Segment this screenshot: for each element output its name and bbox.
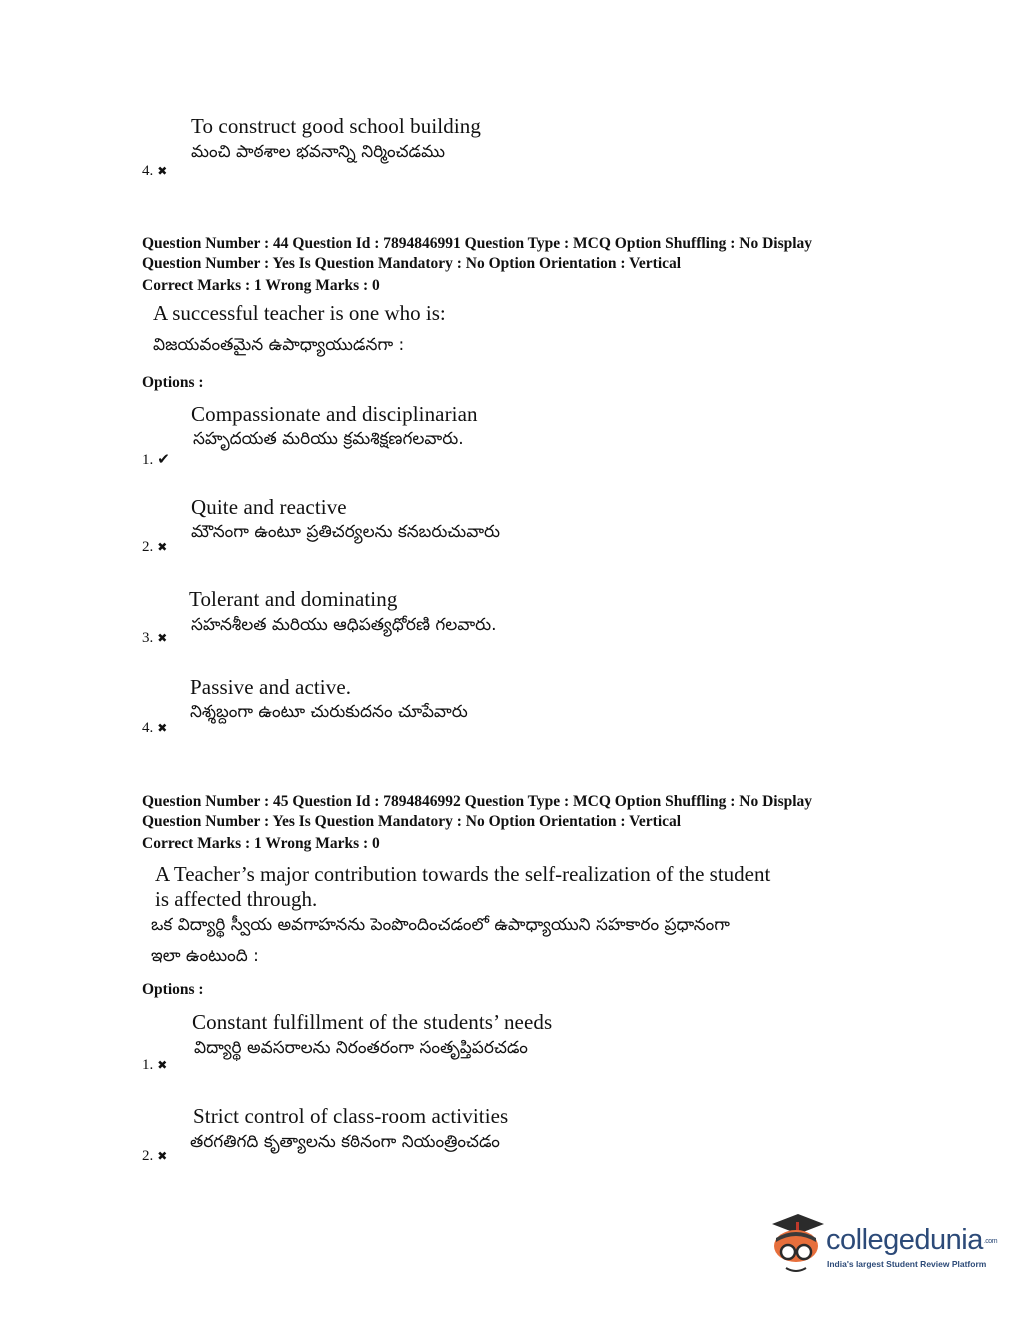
wrong-mark-icon: ✖ (157, 721, 168, 735)
logo-tagline: India's largest Student Review Platform (827, 1259, 987, 1269)
q45-question-te-line1: ఒక విద్యార్థి స్వీయ అవగాహనను పెంపొందించడంలో ఉపాధ్యాయుని సహకారం ప్రధానంగా (151, 915, 730, 935)
logo-text: collegedunia (826, 1224, 983, 1256)
q44-option-2-number (142, 539, 167, 556)
q45-meta-line2: Question Number : Yes Is Question Mandatory : No Option Orientation : Vertical (142, 812, 682, 830)
option-number: 2. (142, 539, 154, 555)
option-number: 4. (142, 720, 154, 736)
q44-options-label: Options : (142, 374, 204, 391)
q45-option-2-text-te: తరగతిగది కృత్యాలను కఠినంగా నియంత్రించడం (190, 1132, 500, 1152)
q44-question-en: A successful teacher is one who is: (153, 301, 446, 325)
q45-option-1-text-te: విద్యార్థి అవసరాలను నిరంతరంగా సంతృప్తిపరచడం (194, 1038, 528, 1058)
option-number: 4. (142, 163, 154, 179)
logo-suffix: .com (983, 1237, 998, 1245)
wrong-mark-icon: ✖ (157, 631, 168, 645)
q45-option-2-text-en: Strict control of class-room activities (193, 1104, 509, 1128)
q45-option-1-text-en: Constant fulfillment of the students’ needs (192, 1010, 553, 1034)
q44-question-te: విజయవంతమైన ఉపాధ్యాయుడనగా : (153, 335, 405, 355)
q44-option-2-text-en: Quite and reactive (191, 495, 347, 519)
wrong-mark-icon: ✖ (157, 1149, 168, 1163)
correct-check-icon: ✔ (157, 450, 170, 468)
q45-meta (142, 792, 812, 831)
q44-meta-line1: Question Number : 44 Question Id : 7894846991 Question Type : MCQ Option Shuffling : No Display (142, 235, 813, 252)
prev-option-4-text-en: To construct good school building (191, 114, 481, 138)
option-number: 2. (142, 1148, 154, 1164)
q44-option-4-text-en: Passive and active. (190, 675, 352, 699)
option-number: 1. (142, 452, 154, 468)
q45-question-en-line1: A Teacher’s major contribution towards the self-realization of the student (155, 862, 771, 886)
q44-meta (142, 234, 812, 273)
q45-question-te-line2: ఇలా ఉంటుంది : (151, 946, 259, 966)
q45-option-1-number (142, 1057, 167, 1074)
q45-meta-line1: Question Number : 45 Question Id : 7894846992 Question Type : MCQ Option Shuffling : No Display (142, 793, 813, 810)
q44-option-2-text-te: మౌనంగా ఉంటూ ప్రతిచర్యలను కనబరుచువారు (191, 522, 500, 542)
collegedunia-logo (768, 1210, 998, 1280)
wrong-mark-icon: ✖ (157, 164, 168, 178)
wrong-mark-icon: ✖ (157, 540, 168, 554)
q44-option-1-text-te: సహృదయత మరియు క్రమశిక్షణగలవారు. (193, 429, 464, 449)
q44-option-3-text-en: Tolerant and dominating (189, 587, 398, 611)
q45-marks: Correct Marks : 1 Wrong Marks : 0 (142, 835, 380, 852)
q44-option-1-number (142, 450, 170, 469)
q44-marks: Correct Marks : 1 Wrong Marks : 0 (142, 277, 380, 294)
q44-option-1-text-en: Compassionate and disciplinarian (191, 402, 478, 426)
q44-option-3-text-te: సహనశీలత మరియు ఆధిపత్యధోరణి గలవారు. (191, 615, 497, 635)
q45-question-en (155, 862, 770, 912)
wrong-mark-icon: ✖ (157, 1058, 168, 1072)
logo-wordmark (826, 1224, 997, 1257)
prev-option-4-text-te: మంచి పాఠశాల భవనాన్ని నిర్మించడము (191, 142, 445, 162)
q44-meta-line2: Question Number : Yes Is Question Mandatory : No Option Orientation : Vertical (142, 254, 682, 272)
prev-option-4-number (142, 163, 167, 180)
q45-option-2-number (142, 1148, 167, 1165)
q44-option-4-number (142, 720, 167, 737)
q45-question-en-line2: is affected through. (155, 887, 318, 911)
option-number: 3. (142, 630, 154, 646)
q44-option-3-number (142, 630, 167, 647)
option-number: 1. (142, 1057, 154, 1073)
q44-option-4-text-te: నిశ్శబ్దంగా ఉంటూ చురుకుదనం చూపేవారు (190, 702, 468, 722)
q45-options-label: Options : (142, 981, 204, 998)
mascot-logo-icon (768, 1212, 828, 1276)
